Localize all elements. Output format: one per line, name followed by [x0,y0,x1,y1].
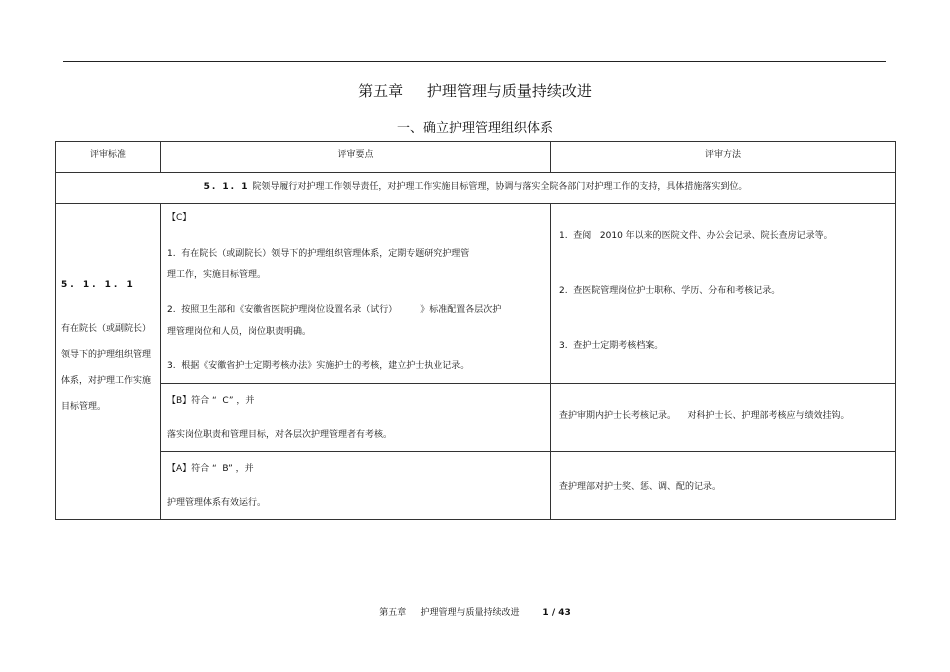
grade-c-method1: 1. 查阅 2010 年以来的医院文件、办公会记录、院长查房记录等。 [559,231,833,241]
grade-c-point1-line2: 理工作，实施目标管理。 [167,270,267,280]
section-title: 一、确立护理管理组织体系 [396,121,553,136]
grade-a-points [161,452,551,520]
grade-c-point2-line1: 2. 按照卫生部和《安徽省医院护理岗位设置名录（试行） 》标准配置各层次护 [167,305,502,315]
header-standard: 评审标准 [56,142,161,173]
grade-b-point: 落实岗位职责和管理目标，对各层次护理管理者有考核。 [167,430,393,440]
grade-c-row [56,204,896,384]
top-rule [63,61,886,62]
standard-text: 院领导履行对护理工作领导责任，对护理工作实施目标管理，协调与落实全院各部门对护理工作的支持，具体措施落实到位。 [252,182,748,192]
grade-c-point1-line1: 1. 有在院长（或副院长）领导下的护理组织管理体系，定期专题研究护理管 [167,249,470,259]
footer-title: 第五章 护理管理与质量持续改进 [379,608,520,618]
standard-number: 5. 1. 1 [203,182,250,192]
grade-c-method2: 2. 查医院管理岗位护士职称、学历、分布和考核记录。 [559,286,781,296]
grade-a-point: 护理管理体系有效运行。 [167,498,267,508]
page-footer [0,605,950,618]
grade-b-method-cell [551,384,896,452]
grade-a-label: 【A】符合 “ B” ，并 [167,464,254,474]
grade-b-points [161,384,551,452]
standard-row [56,173,896,204]
grade-b-label: 【B】符合 “ C” ，并 [167,396,255,406]
footer-page-number: 1 / 43 [542,608,571,618]
item-cell [56,204,161,520]
grade-c-methods [551,204,896,384]
header-row [56,142,896,173]
review-standard-table [55,141,896,520]
grade-c-label: 【C】 [167,213,192,223]
item-number: 5. 1. 1. 1 [61,280,136,290]
header-method: 评审方法 [551,142,896,173]
item-description: 有在院长（或副院长）领导下的护理组织管理体系，对护理工作实施目标管理。 [61,324,152,412]
chapter-title: 第五章 护理管理与质量持续改进 [358,82,592,100]
grade-c-points [161,204,551,384]
grade-b-row [56,384,896,452]
grade-c-method3: 3. 查护士定期考核档案。 [559,341,664,351]
grade-c-point3: 3. 根据《安徽省护士定期考核办法》实施护士的考核，建立护士执业记录。 [167,361,470,371]
grade-b-method: 查护审期内护士长考核记录。 对科护士长、护理部考核应与绩效挂钩。 [559,411,850,421]
grade-a-method-cell [551,452,896,520]
grade-a-row [56,452,896,520]
grade-c-point2-line2: 理管理岗位和人员，岗位职责明确。 [167,327,312,337]
standard-cell [56,173,896,204]
header-key-points: 评审要点 [161,142,551,173]
grade-a-method: 查护理部对护士奖、惩、调、配的记录。 [559,482,722,492]
